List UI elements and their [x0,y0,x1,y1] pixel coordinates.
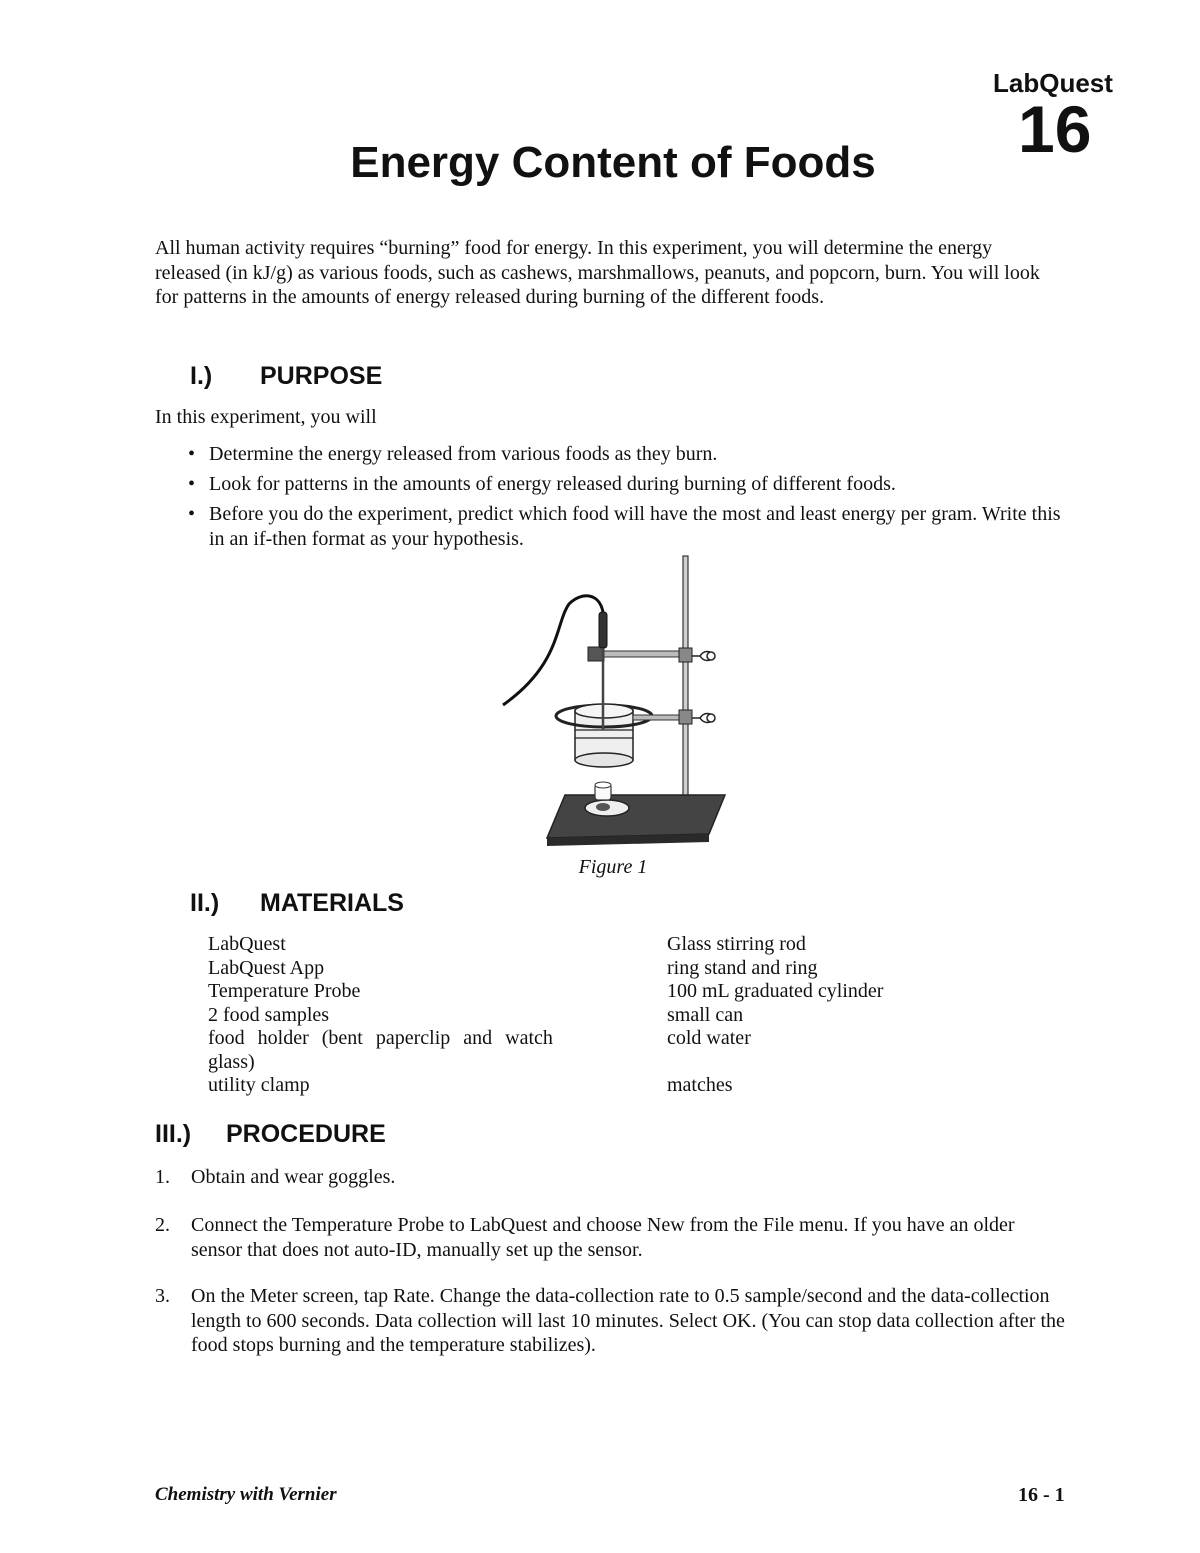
section-number: I.) [190,362,213,390]
figure-caption: Figure 1 [578,856,648,878]
bullet-icon: • [188,503,196,525]
purpose-lead: In this experiment, you will [155,406,377,428]
list-item: food holder (bent paperclip and watch [208,1027,553,1049]
list-item [667,1051,1047,1075]
page-title: Energy Content of Foods [350,138,876,187]
procedure-step [155,1213,1065,1262]
list-item: LabQuest [208,933,286,955]
list-item: utility clamp [208,1074,310,1096]
section-title: PROCEDURE [226,1120,386,1148]
list-item: • Determine the energy released from various foods as they burn. [188,443,718,465]
step-number: 2. [155,1214,170,1236]
materials-right-column [667,933,1047,1098]
calorimeter-apparatus-illustration [495,552,735,852]
step-text: Connect the Temperature Probe to LabQuest and choose New from the File menu. If you have an older sensor that does not auto-ID, manually set up the sensor. [191,1214,1015,1261]
section-number: III.) [155,1120,192,1148]
materials-left-column [208,933,608,1098]
list-item: Temperature Probe [208,980,361,1002]
list-item: small can [667,1003,744,1026]
procedure-heading [155,1120,386,1149]
purpose-bullets [185,442,1065,557]
list-item: 100 mL graduated cylinder [667,980,884,1002]
list-item: matches [667,1074,733,1096]
materials-heading [190,889,404,918]
list-item: • Before you do the experiment, predict which food will have the most and least energy per gram. Write this in an if-then format as your hypothesis. [188,503,1061,550]
intro-paragraph: All human activity requires “burning” food for energy. In this experiment, you will determine the energy released (in kJ/g) as various foods, such as cashews, marshmallows, peanuts, and popcorn, burn. You will look for patterns in the amounts of energy released during burning of the different foods. [155,237,1040,308]
list-item: 2 food samples [208,1003,330,1026]
purpose-heading [190,362,383,391]
list-item: Glass stirring rod [667,933,806,955]
procedure-step [155,1284,1065,1358]
procedure-step [155,1165,1065,1190]
lab-label: LabQuest [993,68,1113,98]
bullet-icon: • [188,443,196,465]
step-text: On the Meter screen, tap Rate. Change the data-collection rate to 0.5 sample/second and the data-collection length to 600 seconds. Data collection will last 10 minutes. Select OK. (You can stop data collection after the food stops burning and the temperature stabilizes). [191,1285,1065,1356]
lab-number: 16 [1018,92,1092,166]
section-title: MATERIALS [260,889,404,917]
list-item: glass) [208,1050,255,1073]
step-number: 3. [155,1285,170,1307]
footer-book-title: Chemistry with Vernier [155,1484,337,1505]
step-number: 1. [155,1166,170,1188]
bullet-icon: • [188,473,196,495]
list-item: LabQuest App [208,956,325,979]
step-text: Obtain and wear goggles. [191,1166,396,1188]
list-item: • Look for patterns in the amounts of energy released during burning of different foods. [188,473,896,495]
section-number: II.) [190,889,220,917]
page-number: 16 - 1 [1018,1484,1065,1506]
section-title: PURPOSE [260,362,383,390]
list-item: ring stand and ring [667,956,818,979]
list-item: cold water [667,1027,751,1049]
